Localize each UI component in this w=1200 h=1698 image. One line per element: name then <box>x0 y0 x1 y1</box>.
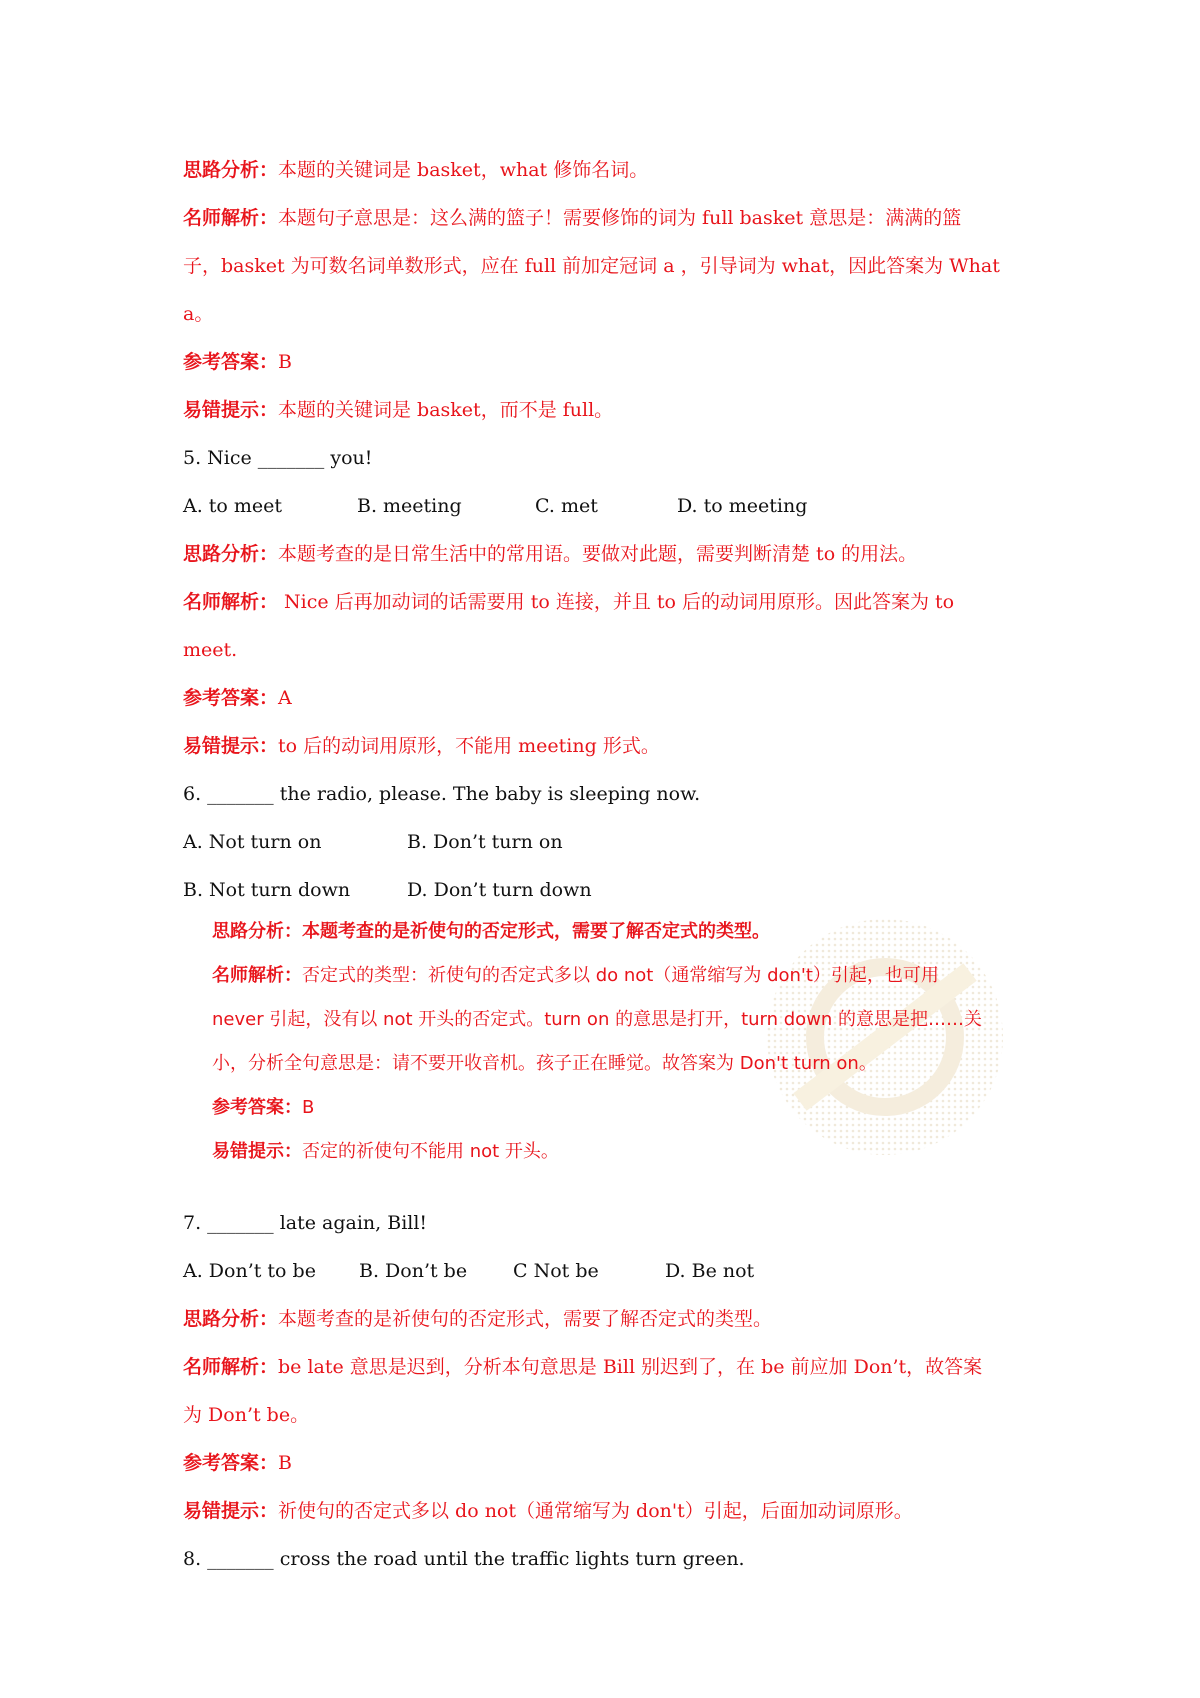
q6-option-a: A. Not turn on <box>183 831 322 853</box>
q6-option-b: B. Don’t turn on <box>407 831 563 853</box>
q8-question: 8. _______ cross the road until the traffic lights turn green. <box>183 1548 745 1570</box>
q4-answer: 参考答案：B <box>183 351 292 373</box>
q4-tip: 易错提示：本题的关键词是 basket，而不是 full。 <box>183 399 614 421</box>
q7-answer: 参考答案：B <box>183 1452 292 1474</box>
q5-option-b: B. meeting <box>357 495 462 517</box>
q6-options-row1 <box>183 829 1029 855</box>
q7-explain-line1: 名师解析：be late 意思是迟到，分析本句意思是 Bill 别迟到了，在 be 前应加 Don’t，故答案 <box>183 1356 983 1378</box>
q5-explain-line1: 名师解析： Nice 后再加动词的话需要用 to 连接，并且 to 后的动词用原形。因此答案为 to <box>183 591 955 613</box>
q5-options <box>183 493 1029 519</box>
q7-option-b: B. Don’t be <box>359 1260 468 1282</box>
q7-analysis: 思路分析：本题考查的是祈使句的否定形式，需要了解否定式的类型。 <box>183 1308 773 1330</box>
q6-question: 6. _______ the radio, please. The baby is sleeping now. <box>183 783 701 805</box>
q6-explain-line1: 名师解析：否定式的类型：祈使句的否定式多以 do not（通常缩写为 don't）引起，也可用 <box>212 965 939 986</box>
q6-explanation-image <box>200 912 1020 1172</box>
q6-analysis: 思路分析：本题考查的是祈使句的否定形式，需要了解否定式的类型。 <box>212 921 770 942</box>
q5-option-a: A. to meet <box>183 495 283 517</box>
q4-analysis: 思路分析：本题的关键词是 basket，what 修饰名词。 <box>183 159 649 181</box>
q5-option-d: D. to meeting <box>677 495 808 517</box>
q7-option-d: D. Be not <box>665 1260 755 1282</box>
q7-option-a: A. Don’t to be <box>183 1260 316 1282</box>
q5-answer: 参考答案：A <box>183 687 292 709</box>
q4-explain-line2: 子，basket 为可数名词单数形式，应在 full 前加定冠词 a ，引导词为 what，因此答案为 What <box>183 255 1000 277</box>
q7-question: 7. _______ late again, Bill! <box>183 1212 428 1234</box>
q7-explain-line2: 为 Don’t be。 <box>183 1404 310 1426</box>
q5-question: 5. Nice _______ you! <box>183 447 373 469</box>
q5-option-c: C. met <box>535 495 598 517</box>
q4-explain-line3: a。 <box>183 303 214 325</box>
q5-explain-line2: meet. <box>183 639 238 661</box>
watermark-icon <box>760 912 1010 1162</box>
q6-explain-line2: never 引起，没有以 not 开头的否定式。turn on 的意思是打开，turn down 的意思是把……关 <box>212 1009 983 1030</box>
q6-option-d: D. Don’t turn down <box>407 879 592 901</box>
q4-explain-line1: 名师解析：本题句子意思是：这么满的篮子！需要修饰的词为 full basket 意思是：满满的篮 <box>183 207 962 229</box>
q6-tip: 易错提示：否定的祈使句不能用 not 开头。 <box>212 1141 559 1162</box>
q6-explain-line3: 小，分析全句意思是：请不要开收音机。孩子正在睡觉。故答案为 Don't turn on。 <box>212 1053 877 1074</box>
q7-tip: 易错提示：祈使句的否定式多以 do not（通常缩写为 don't）引起，后面加动词原形。 <box>183 1500 913 1522</box>
q7-option-c: C Not be <box>513 1260 599 1282</box>
q5-tip: 易错提示：to 后的动词用原形，不能用 meeting 形式。 <box>183 735 660 757</box>
q6-options-row2 <box>183 877 1029 903</box>
q6-answer: 参考答案：B <box>212 1097 315 1118</box>
q5-analysis: 思路分析：本题考查的是日常生活中的常用语。要做对此题，需要判断清楚 to 的用法。 <box>183 543 918 565</box>
q6-option-c: B. Not turn down <box>183 879 351 901</box>
q7-options <box>183 1258 1029 1284</box>
